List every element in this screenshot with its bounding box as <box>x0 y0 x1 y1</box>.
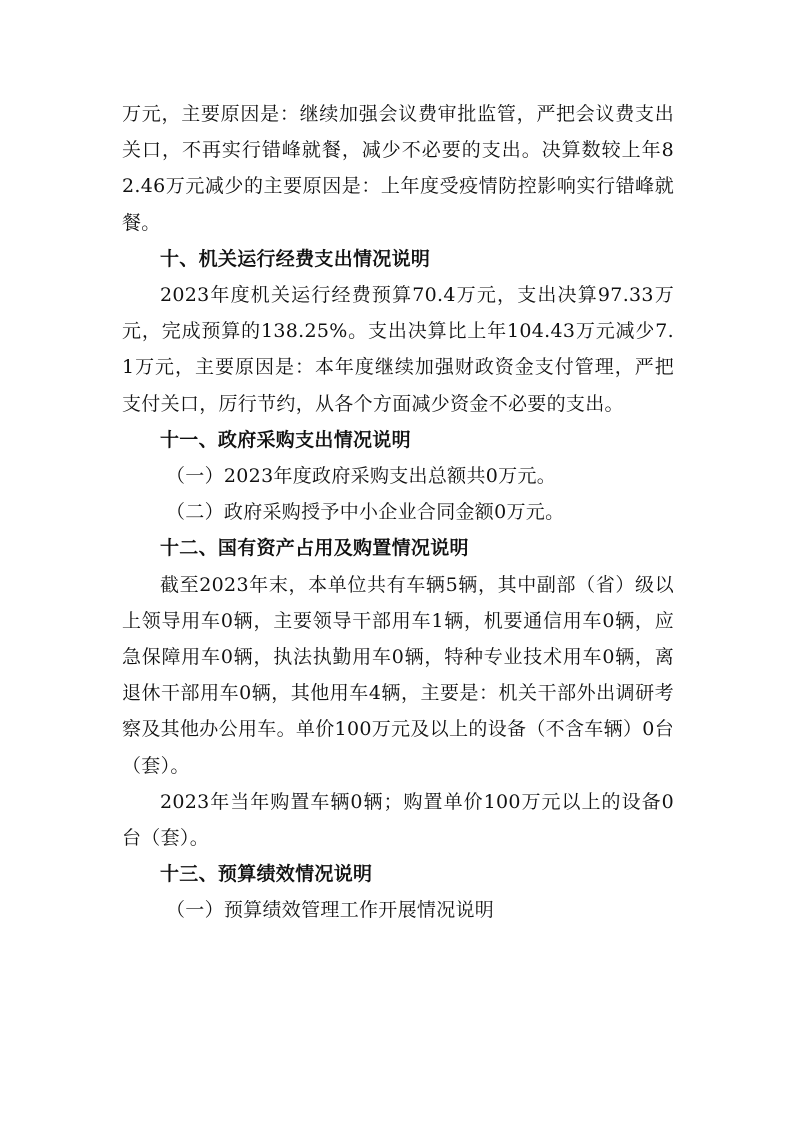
section-heading-11: 十一、政府采购支出情况说明 <box>160 428 411 451</box>
section-heading-10: 十、机关运行经费支出情况说明 <box>160 247 431 270</box>
section-heading-13: 十三、预算绩效情况说明 <box>160 863 373 886</box>
subitem-procurement-sme: （二）政府采购授予中小企业合同金额0万元。 <box>166 501 565 524</box>
paragraph-operating-expense: 2023年度机关运行经费预算70.4万元，支出决算97.33万元，完成预算的138.25%。支出决算比上年104.43万元减少7.1万元，主要原因是：本年度继续加强财政资金支付管理，严把支付关口，厉行节约，从各个方面减少资金不必要的支出。 <box>122 284 674 415</box>
subitem-procurement-total: （一）2023年度政府采购支出总额共0万元。 <box>166 465 557 488</box>
paragraph-purchases: 2023年当年购置车辆0辆；购置单价100万元以上的设备0台（套）。 <box>122 790 674 850</box>
paragraph-vehicles: 截至2023年末，本单位共有车辆5辆，其中副部（省）级以上领导用车0辆，主要领导干部用车1辆，机要通信用车0辆，应急保障用车0辆，执法执勤用车0辆，特种专业技术用车0辆，离退休干部用车0辆，其他用车4辆，主要是：机关干部外出调研考察及其他办公用车。单价100万元及以上的设备（不含车辆）0台（套）。 <box>122 573 674 777</box>
subitem-performance: （一）预算绩效管理工作开展情况说明 <box>166 899 495 922</box>
section-heading-12: 十二、国有资产占用及购置情况说明 <box>160 537 469 560</box>
paragraph-meeting-expense: 万元，主要原因是：继续加强会议费审批监管，严把会议费支出关口，不再实行错峰就餐，减少不必要的支出。决算数较上年82.46万元减少的主要原因是：上年度受疫情防控影响实行错峰就餐。 <box>122 103 674 234</box>
document-body <box>122 96 674 929</box>
